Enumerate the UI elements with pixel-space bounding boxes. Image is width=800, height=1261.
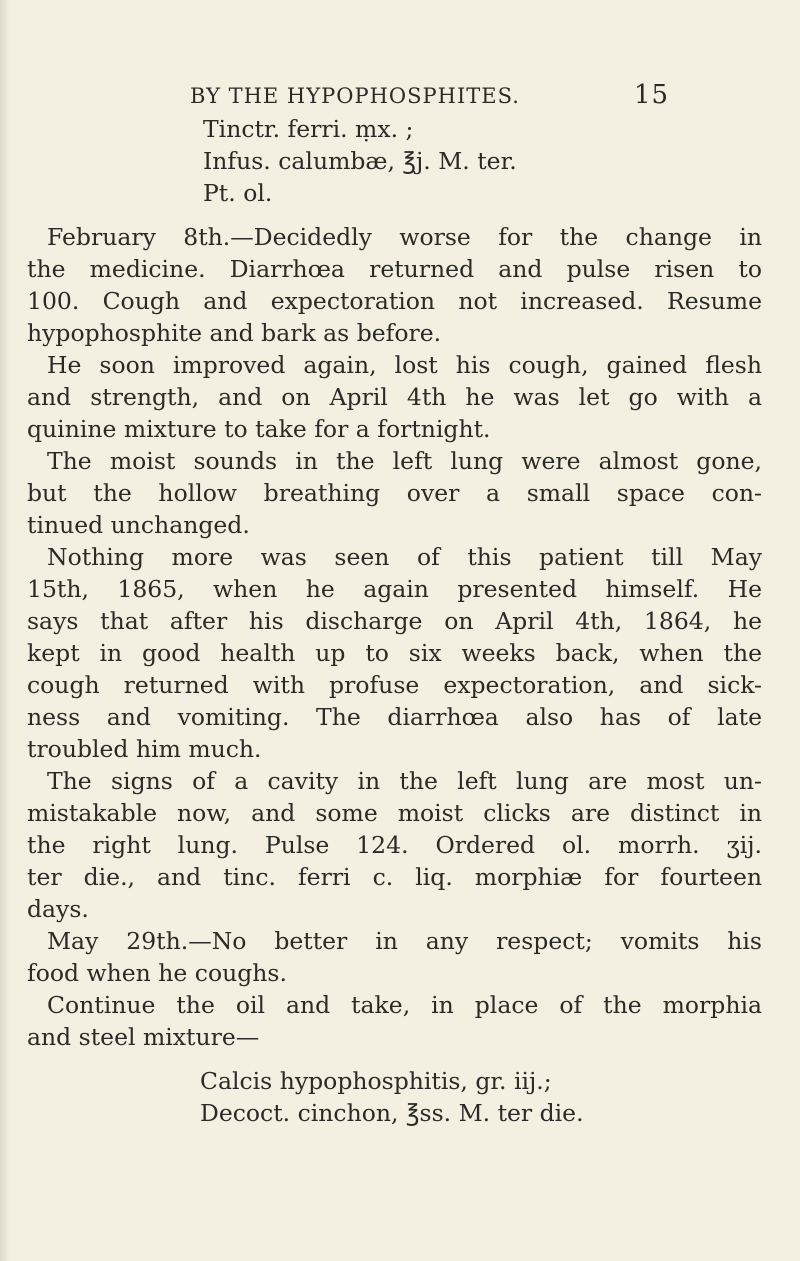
running-header: BY THE HYPOPHOSPHITES. [190,84,520,108]
text-line: but the hollow breathing over a small space con- [27,479,762,507]
text-line: Continue the oil and take, in place of the morphia [47,991,762,1019]
text-line: and strength, and on April 4th he was let go with a [27,383,762,411]
text-line: says that after his discharge on April 4th, 1864, he [27,607,762,635]
text-line: quinine mixture to take for a fortnight. [27,415,491,443]
text-line: tinued unchanged. [27,511,250,539]
text-line: cough returned with profuse expectoration, and sick- [27,671,762,699]
prescription-line: Decoct. cinchon, ℥ss. M. ter die. [200,1099,584,1127]
text-line: food when he coughs. [27,959,287,987]
prescription-line: Tinctr. ferri. ṃx. ; [203,115,414,143]
text-line: the medicine. Diarrhœa returned and pulse risen to [27,255,762,283]
page-number: 15 [634,80,670,110]
text-line: ter die., and tinc. ferri c. liq. morphiæ for fourteen [27,863,762,891]
text-line: He soon improved again, lost his cough, gained flesh [47,351,762,379]
text-line: and steel mixture— [27,1023,260,1051]
text-line: May 29th.—No better in any respect; vomits his [47,927,762,955]
text-line: The moist sounds in the left lung were almost gone, [47,447,762,475]
prescription-line: Infus. calumbæ, ℥j. M. ter. [203,147,517,175]
text-line: February 8th.—Decidedly worse for the change in [47,223,762,251]
prescription-line: Calcis hypophosphitis, gr. iij.; [200,1067,552,1095]
text-line: 15th, 1865, when he again presented himself. He [27,575,762,603]
text-line: kept in good health up to six weeks back, when the [27,639,762,667]
text-line: 100. Cough and expectoration not increased. Resume [27,287,762,315]
text-line: troubled him much. [27,735,262,763]
text-line: ness and vomiting. The diarrhœa also has of late [27,703,762,731]
text-line: The signs of a cavity in the left lung are most un- [47,767,762,795]
text-line: the right lung. Pulse 124. Ordered ol. morrh. ʒij. [27,831,762,859]
text-line: hypophosphite and bark as before. [27,319,442,347]
prescription-line: Pt. ol. [203,179,273,207]
page-edge-shadow [0,0,10,1261]
text-line: Nothing more was seen of this patient till May [47,543,762,571]
text-line: days. [27,895,89,923]
text-line: mistakable now, and some moist clicks are distinct in [27,799,762,827]
